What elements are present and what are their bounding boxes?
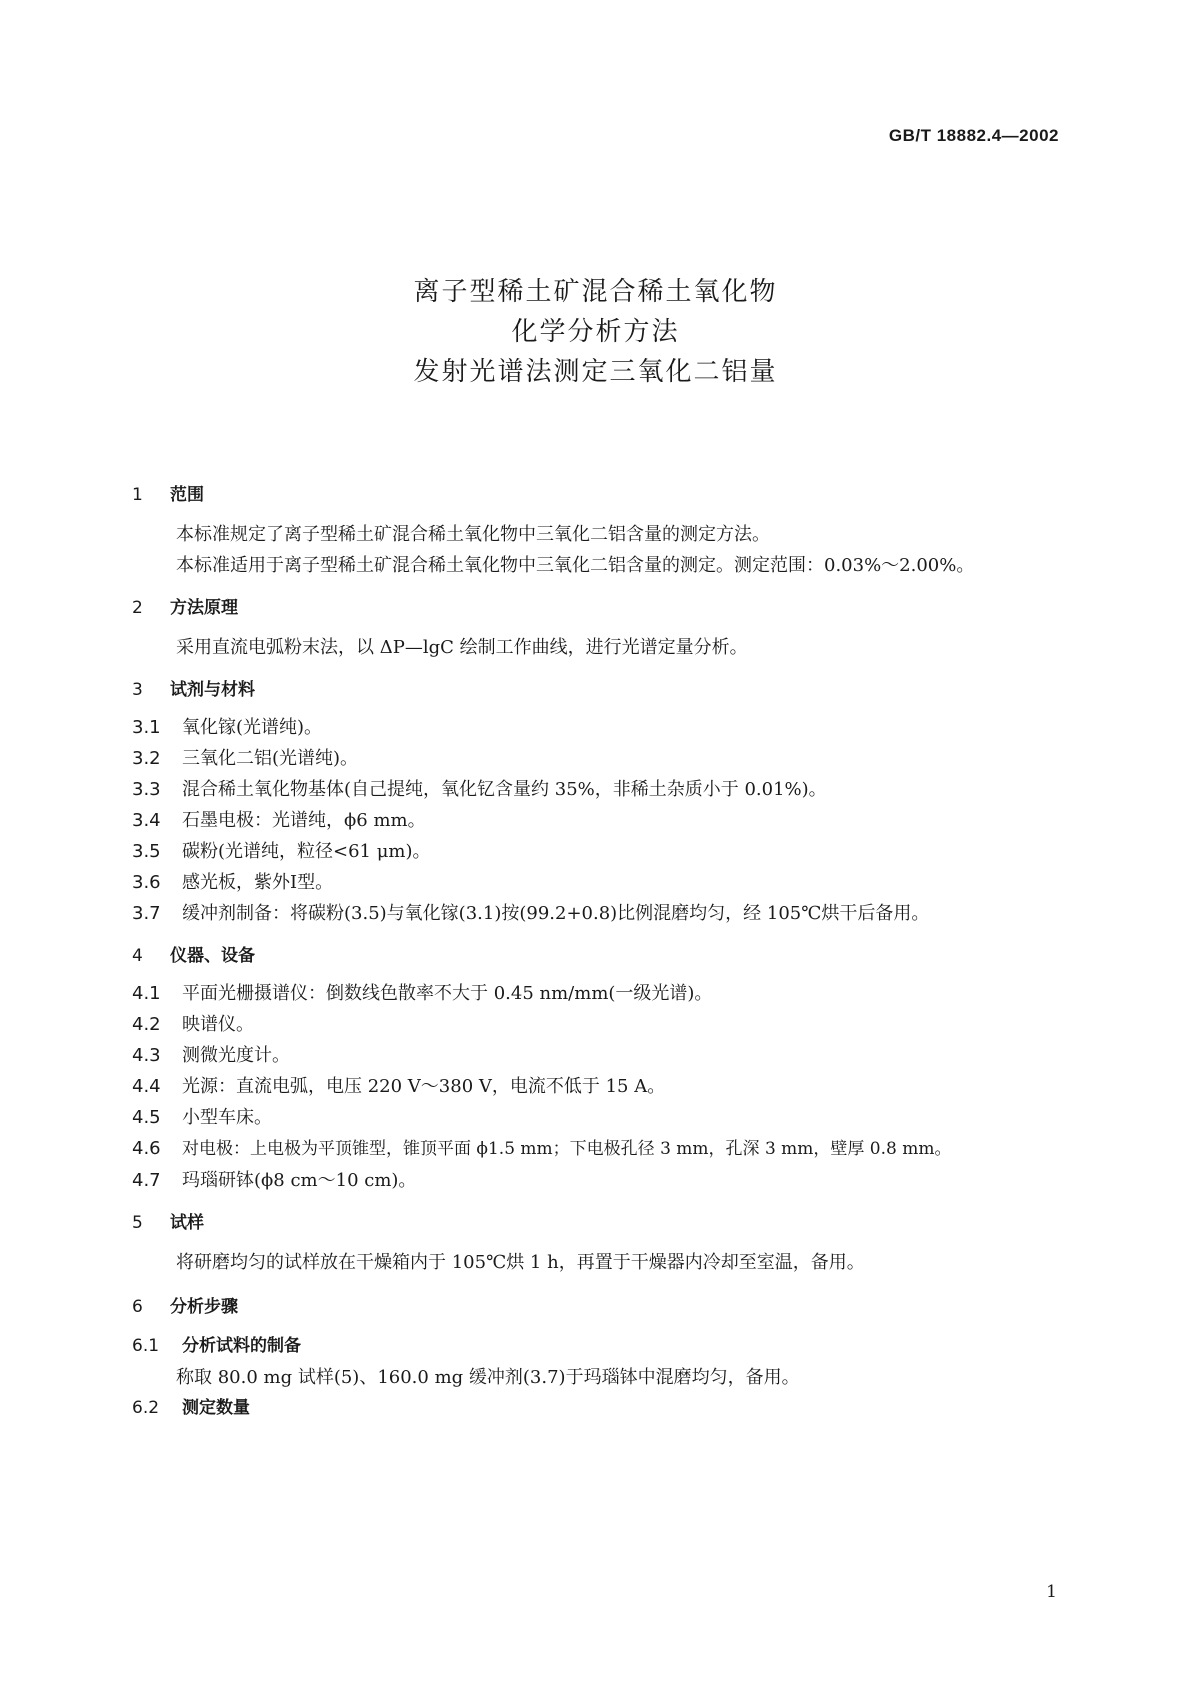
list-item: [132, 836, 1062, 867]
item-text: 三氧化二铝(光谱纯)。: [182, 748, 359, 769]
section-number: 4: [132, 946, 143, 966]
item-number: 4.4: [132, 1076, 161, 1097]
section-3-heading: [132, 675, 1062, 700]
section-title: 试样: [170, 1213, 204, 1233]
section-title: 分析步骤: [170, 1297, 238, 1317]
section-6-heading: [132, 1292, 1062, 1317]
item-text: 碳粉(光谱纯，粒径<61 μm)。: [182, 841, 431, 862]
section-2-paragraph-1: 采用直流电弧粉末法，以 ΔP—lgC 绘制工作曲线，进行光谱定量分析。: [176, 637, 748, 658]
title-line-3: 发射光谱法测定三氧化二铝量: [413, 357, 778, 387]
section-5-paragraph-1: 将研磨均匀的试样放在干燥箱内于 105℃烘 1 h，再置于干燥器内冷却至室温，备用。: [176, 1252, 865, 1273]
item-number: 4.2: [132, 1014, 161, 1035]
section-1-paragraph-2: 本标准适用于离子型稀土矿混合稀土氧化物中三氧化二铝含量的测定。测定范围：0.03%～2.00%。: [176, 555, 975, 576]
item-text: 平面光栅摄谱仪：倒数线色散率不大于 0.45 nm/mm(一级光谱)。: [182, 983, 713, 1004]
section-5-heading: [132, 1208, 1062, 1233]
item-text: 玛瑙研钵(ϕ8 cm～10 cm)。: [182, 1170, 417, 1191]
item-text: 测微光度计。: [182, 1045, 290, 1066]
item-text: 氧化镓(光谱纯)。: [182, 717, 323, 738]
subsection-title: 分析试料的制备: [182, 1336, 301, 1356]
section-number: 5: [132, 1213, 143, 1233]
section-number: 1: [132, 485, 143, 505]
list-item: [132, 1071, 1062, 1102]
section-number: 3: [132, 680, 143, 700]
item-number: 4.7: [132, 1170, 161, 1191]
title-line-1: 离子型稀土矿混合稀土氧化物: [413, 277, 778, 307]
section-2-heading: [132, 593, 1062, 618]
list-item: [132, 1133, 1062, 1165]
list-item: [132, 1102, 1062, 1133]
item-number: 3.6: [132, 872, 161, 893]
item-number: 4.6: [132, 1138, 161, 1159]
subsection-number: 6.2: [132, 1398, 160, 1418]
title-line-2: 化学分析方法: [511, 317, 680, 347]
item-text: 对电极：上电极为平顶锥型，锥顶平面 ϕ1.5 mm；下电极孔径 3 mm，孔深 3 mm，壁厚 0.8 mm。: [182, 1139, 952, 1159]
list-item: [132, 743, 1062, 774]
list-item: [132, 978, 1062, 1009]
subsection-6-2-heading: [132, 1393, 1062, 1424]
section-1-paragraph-1: 本标准规定了离子型稀土矿混合稀土氧化物中三氧化二铝含量的测定方法。: [176, 524, 770, 545]
section-3-list: [132, 712, 1062, 929]
list-item: [132, 712, 1062, 743]
section-number: 2: [132, 598, 143, 618]
item-text: 小型车床。: [182, 1107, 272, 1128]
section-title: 方法原理: [170, 598, 238, 618]
section-1-heading: [132, 480, 1062, 505]
section-4-list: [132, 978, 1062, 1196]
list-item: [132, 1040, 1062, 1071]
standard-code: GB/T 18882.4—2002: [888, 126, 1059, 145]
item-text: 缓冲剂制备：将碳粉(3.5)与氧化镓(3.1)按(99.2+0.8)比例混磨均匀，经 105℃烘干后备用。: [182, 903, 930, 924]
list-item: [132, 898, 1062, 929]
item-number: 3.2: [132, 748, 161, 769]
item-number: 3.5: [132, 841, 161, 862]
section-4-heading: [132, 941, 1062, 966]
item-text: 石墨电极：光谱纯，ϕ6 mm。: [182, 810, 426, 831]
item-number: 3.3: [132, 779, 161, 800]
subsection-6-1-paragraph: 称取 80.0 mg 试样(5)、160.0 mg 缓冲剂(3.7)于玛瑙钵中混磨均匀，备用。: [176, 1367, 800, 1388]
item-text: 混合稀土氧化物基体(自己提纯，氧化钇含量约 35%，非稀土杂质小于 0.01%)。: [182, 779, 827, 800]
item-number: 4.1: [132, 983, 161, 1004]
section-title: 仪器、设备: [170, 946, 255, 966]
section-title: 试剂与材料: [170, 680, 255, 700]
item-text: 映谱仪。: [182, 1014, 254, 1035]
item-number: 3.1: [132, 717, 161, 738]
list-item: [132, 1009, 1062, 1040]
section-title: 范围: [170, 485, 204, 505]
document-body: [132, 480, 1062, 1424]
subsection-6-1-heading: [132, 1331, 1062, 1362]
item-number: 3.7: [132, 903, 161, 924]
page-number: 1: [1046, 1582, 1057, 1602]
list-item: [132, 805, 1062, 836]
list-item: [132, 867, 1062, 898]
list-item: [132, 774, 1062, 805]
item-text: 光源：直流电弧，电压 220 V～380 V，电流不低于 15 A。: [182, 1076, 666, 1097]
subsection-title: 测定数量: [182, 1398, 250, 1418]
section-number: 6: [132, 1297, 143, 1317]
item-number: 3.4: [132, 810, 161, 831]
document-title: [0, 272, 1191, 392]
subsection-number: 6.1: [132, 1336, 160, 1356]
list-item: [132, 1165, 1062, 1196]
item-text: 感光板，紫外Ⅰ型。: [182, 872, 334, 893]
item-number: 4.5: [132, 1107, 161, 1128]
item-number: 4.3: [132, 1045, 161, 1066]
